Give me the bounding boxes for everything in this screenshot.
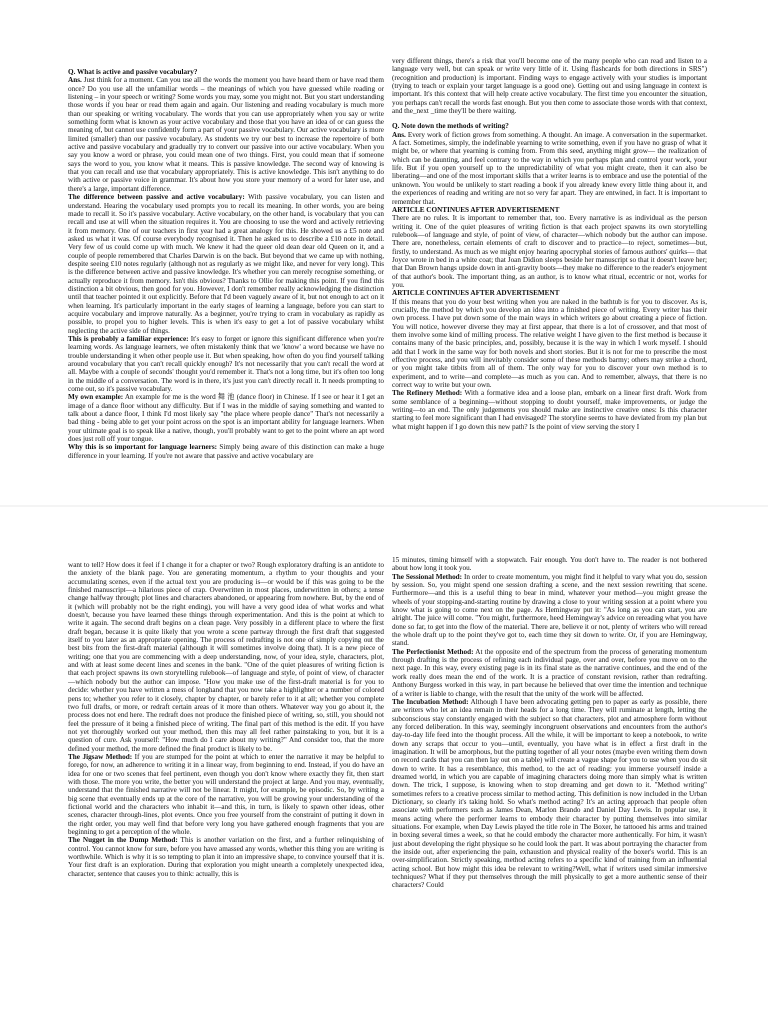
section-heading: Q. What is active and passive vocabulary? [68, 68, 198, 76]
paragraph [68, 836, 384, 878]
paragraph [392, 298, 707, 390]
paragraph [392, 389, 707, 431]
paragraph-lead: My own example: [68, 393, 124, 402]
paragraph-text: At the opposite end of the spectrum from the process of generating momentum through drafting is the process of refining each individual page, over and over, before you move on to the next page. In this way, every existing page is in its final state as the narrative continues, and the end of the work really does mean the end of the work. It is a practice of constant revision, rather than redrafting. Anthony Burgess worked in this way, in part because he believed that over time the intention and technique of a writer is liable to change, with the result that the unity of the work will be affected. [392, 647, 707, 698]
paragraph-text: very different things, there's a risk that you'll become one of the many people who can read and listen to a language very well, but can speak or write very little of it. Using flashcards for both directions in SRS") (recognition and production) is important. Finding ways to engage actively with your studies is important (trying to teach or explain your target language is a good one). Getting out and using language in context is important. It's this context that will help create active vocabulary. The first time you encounter the situation, you perhaps can't recall the words fast enough. But you then come to associate those words with that context, and the_next _time they'll be there waiting. [392, 57, 707, 116]
paragraph-gap [392, 115, 707, 122]
upper-right-column [392, 57, 707, 475]
paragraph-lead: The difference between passive and active vocabulary: [68, 193, 245, 202]
paragraph-lead: Ans. [68, 76, 82, 85]
paragraph-text: An example for me is the word 舞 池 (dance floor) in Chinese. If I see or hear it I get an image of a dance floor without any difficulty. But if I was in the middle of saying something and wanted to talk about a dance floor, I think I'd most likely say "the place where people dance" That's not necessarily a bad thing - being able to get your point across on the spot is an important ability for language learners. When your ultimate goal is to speak like a native, though, you'll probably want to get to the point where an apt word does just roll off your tongue. [68, 393, 384, 444]
paragraph-text: This is another variation on the first, and a further relinquishing of control. You cannot know for sure, before you have amassed any words, whether this thing you are writing is worthwhile. Which is why it is so tempting to plan it into an impressive shape, to convince yourself that it is. Your first draft is an exploration. During that exploration you might unearth a completely unexpected idea, character, sentence that causes you to think: actually, this is [68, 836, 384, 878]
paragraph [392, 698, 707, 890]
paragraph-text: Simply being aware of this distinction can make a huge difference in your learning. If you're not aware that passive and active vocabulary are [68, 443, 384, 460]
paragraph [68, 393, 384, 443]
paragraph-text: Although I have been advocating getting pen to paper as early as possible, there are writers who let an idea remain in their heads for a long time. They will ruminate at length, letting the subconscious stay constantly engaged with the subject so that characters, plot and atmosphere form without any forced deliberation. In this way, seemingly incongruent observations and encounters from the author's day-to-day life feed into the thought process. All the while, it will be important to keep a notebook, to write down any scraps that occur to you—until, eventually, you have what is in effect a first draft in the imagination. It will be amorphous, but the putting together of all your notes (maybe even writing them down on record cards that you can then lay out on a table) will create a vague shape for you to use when you do sit down to write. It has a resemblance, this method, to the act of reading: you immerse yourself inside a dreamed world, in which you are capable of imagining characters doing more than simply what is written down. The trick, I suppose, is knowing when to stop dreaming and get down to it. "Method writing" sometimes refers to a creative process similar to method acting. This definition is now included in the Urban Dictionary, so clearly it's taking hold. So what's method acting? It's an acting approach that people often associate with performers such as James Dean, Marlon Brando and Daniel Day Lewis. In popular use, it means acting where the performer learns to embody their character by putting themselves into similar situations. For example, when Day Lewis played the title role in The Boxer, he tattooed his arms and trained in boxing several times a week, so that he could embody the character more authentically. For him, it wasn't just about developing the right physique so he could look the part. It was about portraying the character from the inside out, after experiencing the pain, exhaustion and physical reality of the boxer's world. This is an over-simplification. Strictly speaking, method acting refers to a specific kind of training from an influential acting school. But how might this idea be relevant to writing?Well, what if writers used similar immersive techniques? What if they put themselves through the mill physically to get a more authentic sense of their characters? Could [392, 697, 707, 890]
paragraph-lead: The Refinery Method: [392, 389, 463, 398]
page-divider [0, 505, 768, 507]
paragraph [392, 214, 707, 289]
paragraph [68, 335, 384, 393]
paragraph-lead: The Jigsaw Method: [68, 752, 133, 761]
paragraph-lead: The Incubation Method: [392, 697, 469, 706]
paragraph-text: It's easy to forget or ignore this significant difference when you're learning words. As language learners, we often mistakenly think that we 'know' a word because we have no trouble understanding it when other people use it. But when speaking, how often do you find yourself talking around vocabulary that you can't recall quickly enough? It's not necessarily that you can't recall the word at all. Maybe with a couple of seconds' thought you'd remember it. That's not a long time, but it's often too long in the middle of a conversation. The word is in there, it's just you can't directly recall it. It needs prompting to come out, so it's passive vocabulary. [68, 335, 384, 394]
paragraph [68, 561, 384, 753]
section-heading: ARTICLE CONTINUES AFTER ADVERTISEMENT [392, 205, 560, 214]
paragraph [392, 131, 707, 206]
paragraph [392, 556, 707, 573]
lower-right-column [392, 556, 707, 1020]
paragraph-text: If you are stumped for the point at which to enter the narrative it may be helpful to forego, for now, an adherence to writing it in a linear way, from beginning to end. Instead, if you do have an idea for one or two scenes that feel pertinent, even though you don't know where exactly they fit, then start with those. The more you write, the better you will understand the project at large. And you may, eventually, understand that the finished narrative will not be linear. It might, for example, be episodic. So, by writing a big scene that eventually ends up at the core of the narrative, you will be growing your understanding of the fictional world and the characters who inhabit it—and this, in turn, is likely to spawn other ideas, other scenes, character through-lines, plot events. Once you free yourself from the constraint of putting it down in the right order, you may well find that before very long you have gathered enough fragments that you are beginning to get a perception of the whole. [68, 752, 384, 836]
paragraph [68, 193, 384, 335]
paragraph-text: There are no rules. It is important to remember that, too. Every narrative is as individual as the person writing it. One of the quiet pleasures of writing fiction is that each project spawns its own storytelling rulebook—of language and style, of point of view, of character—which nobody but the author can impose. There are, nonetheless, certain elements of craft to discover and to practice—to reject, sometimes—but, firstly, to understand. As much as we might enjoy hearing apocryphal stories of famous authors' quirks— that Joyce wrote in bed in a white coat; that Joan Didion sleeps beside her manuscript so that it doesn't leave her; that Dan Brown hangs upside down in anti-gravity boots—they make no difference to the reader's enjoyment of that author's book. The important thing, as an author, is to know what ritual, eccentric or not, works for you. [392, 214, 707, 289]
upper-left-column [68, 68, 384, 494]
paragraph-lead: Ans. [392, 130, 406, 139]
paragraph [68, 753, 384, 836]
paragraph-text: With a formative idea and a loose plan, embark on a linear first draft. Work from some semblance of a beginning—without stopping to doubt yourself, make improvements, or judge the writing—to an end. The only judgements you should make are instinctive creative ones: Is this character starting to feel more significant than I had envisaged? The storyline seems to have deviated from my plan but what might happen if I go down this new path? Is the point of view serving the story I [392, 389, 707, 431]
paragraph-text: If this means that you do your best writing when you are naked in the bathtub is for you to discover. As is, crucially, the method by which you develop an idea into a finished piece of writing. Every writer has their own process. I have put down some of the main ways in which writers go about creating a piece of fiction. You will notice, however diverse they may at first appear, that there is a lot of crossover, and that most of them involve some kind of milling process. The relative weight I have given to the first method is because it contains many of the basic principles, and, possibly, because it is the way in which I work myself. I should add that I work in the same way for both novels and short stories. But it is not for me to prescribe the most effective process, and you will inevitably consider some of these methods barmy; others may strike a chord, or you might take titbits from all of them. The only way for you to discover your own method is to experiment, and to write—and complete—as much as you can. And to remember, always, that there is no correct way to write but your own. [392, 297, 707, 390]
paragraph-lead: The Sessional Method: [392, 572, 463, 581]
paragraph-text: 15 minutes, timing himself with a stopwatch. Fair enough. You don't have to. The reader is not bothered about how long it took you. [392, 556, 707, 573]
section-heading: Q. Note down the methods of writing? [392, 122, 509, 131]
paragraph [392, 573, 707, 648]
paragraph-text: In order to create momentum, you might find it helpful to vary what you do, session by session. So, you might spend one session drafting a scene, and the next session rewriting that scene. Furthermore—and this is a useful thing to bear in mind, whatever your method—you might grease the wheels of your stopping-and-starting routine by drawing a close to your writing session at a point where you know what is going to come next on the page. As Hemingway put it: "As long as you can start, you are alright. The juice will come. "You might, furthermore, heed Hemingway's advice on rereading what you have done so far, to get into the flow of the material. There are, believe it or not, plenty of writers who will reread the whole draft up to the point they've got to, each time they sit down to write. Or, if you are Hemingway, stand. [392, 572, 707, 648]
paragraph-lead: The Nugget in the Dump Method: [68, 836, 178, 845]
paragraph [392, 57, 707, 115]
paragraph [68, 443, 384, 460]
section-heading: ARTICLE CONTINUES AFTER ADVERTISEMENT [392, 289, 560, 298]
paragraph-text: Every work of fiction grows from something. A thought. An image. A conversation in the supermarket. A fact. Sometimes, simply, the indefinable yearning to write something, even if you have no grasp of what it might be, or where that yearning is coming from. From this seed, anything might grow— the realization of which can be daunting, and feel contrary to the way in which you perhaps plan and control your work, your life. But if you open yourself up to the unpredictability of what you might create, then it can also be liberating—and one of the most important skills that a writer learns is to embrace and use the potential of the unknown. You would be unlikely to start reading a book if you already knew every little thing about it, and the experiences of reading and writing are not so very far apart. They are entwined, in fact. It is important to remember that. [392, 130, 707, 206]
paragraph-lead: The Perfectionist Method: [392, 647, 474, 656]
paragraph-lead: This is probably a familiar experience: [68, 335, 189, 343]
paragraph-text: want to tell? How does it feel if I change it for a chapter or two? Rough exploratory drafting is an antidote to the anxiety of the blank page. You are generating momentum, a rhythm to your thoughts and your accumulating scenes, even if the actual text you are producing is—or would be if this was going to be the finished manuscript—a hilarious piece of crap. Overwritten in most places, underwritten in others; a tense change halfway through; plot lines and characters abandoned, or appearing from nowhere. But, by the end of it (which will probably not be the right ending), you will have a very good idea of what works and what doesn't, because you have learned these things through experimentation. And this is the point at which to write it again. The second draft begins on a clean page. Very possibly in a different place to where the first draft began, because it is quite likely that you wrote a scene partway through the first draft that suggested itself to you later as an appropriate opening. The process of redrafting is not one of simply copying out the best bits from the first-draft material (although it will sometimes involve doing that). It is a new piece of writing; one that you are commencing with a deep understanding, now, of your idea, style, characters, plot, and with at least some decent lines and scenes in the bank. "One of the quiet pleasures of writing fiction is that each project spawns its own storytelling rulebook—of language and style, of point of view, of character—which nobody but the author can impose. "How you make use of the first-draft material is for you to decide: whether you have written a mess of longhand that you now take a highlighter or a number of colored pens to; whether you refer to it closely, chapter by chapter, or barely refer to it at all; whether you complete two full drafts, or more, or redraft certain areas of it more than others. Whatever way you go about it, the process does not end here. The redraft does not produce the finished piece of writing, so, still, you should not feel the pressure of it being a finished piece of writing. The final part of this method is the edit. If you have not yet thoroughly worked out your method, then this may all feel rather painstaking to you, but it is a question of cure. Ask yourself: "How much do I care about my writing?" And consider too, that the more defined your method, the more defined the final product is likely to be. [68, 561, 384, 753]
lower-page [0, 512, 768, 1024]
paragraph [68, 76, 384, 193]
upper-page [0, 0, 768, 502]
paragraph [392, 648, 707, 698]
paragraph-lead: Why this is so important for language learners: [68, 443, 218, 452]
lower-left-column [68, 561, 384, 1019]
paragraph-text: Just think for a moment. Can you use all the words the moment you have heard them or have read them once? Do you use all the unfamiliar words – the meanings of which you have guessed while reading or listening – in your speech or writing? Some words you may, some you might not. But you start understanding those words if you hear or read them again and again. Our listening and reading vocabulary is much more than our speaking or writing vocabulary. The words that you can use appropriately when you say or write something form what is known as your active vocabulary and those that you have an idea of or can guess the meaning of, but cannot use confidently form a part of your passive vocabulary. Our active vocabulary is more limited (smaller) than our passive vocabulary. As students we try our best to increase the repertoire of both active and passive vocabulary and gradually try to convert our passive into our active vocabulary. When you say you know a word or phrase, you could mean one of two things. First, you could mean that if someone says the word to you, you know what it means. This is passive knowledge. The second way of knowing is that you can recall and use that vocabulary appropriately. This is active knowledge. This isn't anything to do with active or passive voice in grammar. It's about how you store your memory of a word for later use, and there's a large, important difference. [68, 76, 384, 193]
paragraph-text: With passive vocabulary, you can listen and understand. Hearing the vocabulary used prompts you to recall its meaning. In other words, you are being made to recall it. So it's passive vocabulary. Active vocabulary, on the other hand, is vocabulary that you can recall and use at will when the situation requires it. You are choosing to use the word and actively retrieving it from memory. One of our teachers in first year had a great analogy for this. He showed us a £5 note and asked us what it was. Of course everybody recognised it. Then he asked us to describe a £10 note in detail. Very few of us could come up with much. We knew it had the queer old dean dear old Queen on it, and a couple of people remembered that Charles Darwin is on the back. But beyond that we came up with nothing, despite seeing £10 notes regularly (although not as regularly as we might like, and never for very long). This is the difference between active and passive knowledge. It's whether you can merely recognise something, or actually reproduce it from memory. Isn't this obvious? Thanks to Ollie for making this point. If you find this distinction a bit obvious, then good for you. However, I don't remember really acknowledging the distinction until that teacher pointed it out explicitly. Before that I'd been vaguely aware of it, but not enough to act on it when learning. It's particularly important in the early stages of learning a language, before you can start to acquire vocabulary and improve naturally. As a beginner, you're trying to cram in vocabulary as rapidly as possible, to propel you to higher levels. This is when it's easy to get a lot of passive vocabulary whilst neglecting the active side of things. [68, 193, 384, 335]
